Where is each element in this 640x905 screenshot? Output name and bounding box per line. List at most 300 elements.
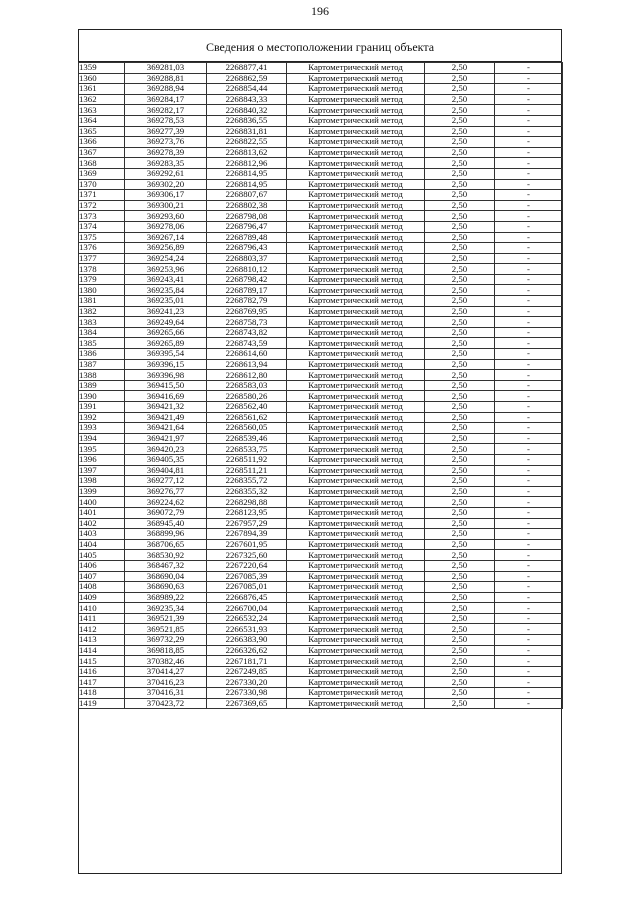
page-number: 196 <box>311 4 329 18</box>
point-number-cell: 1359 <box>79 63 125 74</box>
y-coordinate-cell: 2268836,55 <box>207 115 287 126</box>
x-coordinate-cell: 370423,72 <box>125 698 207 709</box>
x-coordinate-cell: 368690,04 <box>125 571 207 582</box>
method-cell: Картометрический метод <box>287 317 425 328</box>
point-number-cell: 1417 <box>79 677 125 688</box>
description-cell: - <box>495 592 563 603</box>
x-coordinate-cell: 369405,35 <box>125 454 207 465</box>
x-coordinate-cell: 369421,32 <box>125 402 207 413</box>
method-cell: Картометрический метод <box>287 243 425 254</box>
method-cell: Картометрический метод <box>287 688 425 699</box>
precision-cell: 2,50 <box>425 476 495 487</box>
y-coordinate-cell: 2267181,71 <box>207 656 287 667</box>
x-coordinate-cell: 369395,54 <box>125 349 207 360</box>
method-cell: Картометрический метод <box>287 698 425 709</box>
precision-cell: 2,50 <box>425 243 495 254</box>
x-coordinate-cell: 369278,39 <box>125 147 207 158</box>
method-cell: Картометрический метод <box>287 190 425 201</box>
point-number-cell: 1411 <box>79 613 125 624</box>
table-row <box>79 613 563 624</box>
table-row <box>79 486 563 497</box>
description-cell: - <box>495 635 563 646</box>
x-coordinate-cell: 369521,39 <box>125 613 207 624</box>
y-coordinate-cell: 2268814,95 <box>207 179 287 190</box>
table-row <box>79 423 563 434</box>
point-number-cell: 1393 <box>79 423 125 434</box>
table-row <box>79 571 563 582</box>
table-row <box>79 285 563 296</box>
table-row <box>79 221 563 232</box>
y-coordinate-cell: 2268561,62 <box>207 412 287 423</box>
precision-cell: 2,50 <box>425 94 495 105</box>
method-cell: Картометрический метод <box>287 380 425 391</box>
precision-cell: 2,50 <box>425 380 495 391</box>
precision-cell: 2,50 <box>425 73 495 84</box>
point-number-cell: 1419 <box>79 698 125 709</box>
table-row <box>79 115 563 126</box>
precision-cell: 2,50 <box>425 126 495 137</box>
method-cell: Картометрический метод <box>287 613 425 624</box>
description-cell: - <box>495 232 563 243</box>
y-coordinate-cell: 2268511,21 <box>207 465 287 476</box>
y-coordinate-cell: 2267249,85 <box>207 666 287 677</box>
precision-cell: 2,50 <box>425 200 495 211</box>
method-cell: Картометрический метод <box>287 433 425 444</box>
point-number-cell: 1360 <box>79 73 125 84</box>
point-number-cell: 1364 <box>79 115 125 126</box>
description-cell: - <box>495 454 563 465</box>
x-coordinate-cell: 369404,81 <box>125 465 207 476</box>
method-cell: Картометрический метод <box>287 73 425 84</box>
y-coordinate-cell: 2268614,60 <box>207 349 287 360</box>
table-row <box>79 296 563 307</box>
point-number-cell: 1363 <box>79 105 125 116</box>
x-coordinate-cell: 369278,53 <box>125 115 207 126</box>
x-coordinate-cell: 369265,66 <box>125 327 207 338</box>
y-coordinate-cell: 2267085,39 <box>207 571 287 582</box>
method-cell: Картометрический метод <box>287 592 425 603</box>
precision-cell: 2,50 <box>425 211 495 222</box>
x-coordinate-cell: 369421,64 <box>125 423 207 434</box>
table-row <box>79 105 563 116</box>
y-coordinate-cell: 2268511,92 <box>207 454 287 465</box>
point-number-cell: 1370 <box>79 179 125 190</box>
precision-cell: 2,50 <box>425 539 495 550</box>
x-coordinate-cell: 369256,89 <box>125 243 207 254</box>
precision-cell: 2,50 <box>425 529 495 540</box>
precision-cell: 2,50 <box>425 264 495 275</box>
precision-cell: 2,50 <box>425 115 495 126</box>
description-cell: - <box>495 486 563 497</box>
method-cell: Картометрический метод <box>287 497 425 508</box>
x-coordinate-cell: 368899,96 <box>125 529 207 540</box>
point-number-cell: 1394 <box>79 433 125 444</box>
description-cell: - <box>495 359 563 370</box>
precision-cell: 2,50 <box>425 688 495 699</box>
method-cell: Картометрический метод <box>287 666 425 677</box>
x-coordinate-cell: 369282,17 <box>125 105 207 116</box>
table-row <box>79 63 563 74</box>
table-row <box>79 507 563 518</box>
y-coordinate-cell: 2268123,95 <box>207 507 287 518</box>
precision-cell: 2,50 <box>425 677 495 688</box>
table-row <box>79 338 563 349</box>
table-row <box>79 126 563 137</box>
x-coordinate-cell: 369396,98 <box>125 370 207 381</box>
table-row <box>79 433 563 444</box>
x-coordinate-cell: 369293,60 <box>125 211 207 222</box>
y-coordinate-cell: 2268812,96 <box>207 158 287 169</box>
table-row <box>79 317 563 328</box>
table-row <box>79 677 563 688</box>
point-number-cell: 1408 <box>79 582 125 593</box>
point-number-cell: 1412 <box>79 624 125 635</box>
precision-cell: 2,50 <box>425 412 495 423</box>
x-coordinate-cell: 369818,85 <box>125 645 207 656</box>
description-cell: - <box>495 296 563 307</box>
method-cell: Картометрический метод <box>287 200 425 211</box>
table-row <box>79 359 563 370</box>
point-number-cell: 1413 <box>79 635 125 646</box>
point-number-cell: 1371 <box>79 190 125 201</box>
point-number-cell: 1415 <box>79 656 125 667</box>
table-row <box>79 539 563 550</box>
method-cell: Картометрический метод <box>287 274 425 285</box>
x-coordinate-cell: 368690,63 <box>125 582 207 593</box>
method-cell: Картометрический метод <box>287 560 425 571</box>
precision-cell: 2,50 <box>425 285 495 296</box>
description-cell: - <box>495 317 563 328</box>
description-cell: - <box>495 402 563 413</box>
y-coordinate-cell: 2268798,08 <box>207 211 287 222</box>
point-number-cell: 1366 <box>79 137 125 148</box>
y-coordinate-cell: 2268843,33 <box>207 94 287 105</box>
point-number-cell: 1406 <box>79 560 125 571</box>
method-cell: Картометрический метод <box>287 338 425 349</box>
description-cell: - <box>495 507 563 518</box>
x-coordinate-cell: 369235,34 <box>125 603 207 614</box>
x-coordinate-cell: 369416,69 <box>125 391 207 402</box>
description-cell: - <box>495 126 563 137</box>
point-number-cell: 1416 <box>79 666 125 677</box>
y-coordinate-cell: 2268789,48 <box>207 232 287 243</box>
table-row <box>79 84 563 95</box>
description-cell: - <box>495 433 563 444</box>
x-coordinate-cell: 369284,17 <box>125 94 207 105</box>
method-cell: Картометрический метод <box>287 285 425 296</box>
y-coordinate-cell: 2268782,79 <box>207 296 287 307</box>
precision-cell: 2,50 <box>425 550 495 561</box>
method-cell: Картометрический метод <box>287 221 425 232</box>
y-coordinate-cell: 2266532,24 <box>207 613 287 624</box>
description-cell: - <box>495 603 563 614</box>
point-number-cell: 1418 <box>79 688 125 699</box>
precision-cell: 2,50 <box>425 327 495 338</box>
point-number-cell: 1386 <box>79 349 125 360</box>
description-cell: - <box>495 465 563 476</box>
table-row <box>79 465 563 476</box>
table-row <box>79 666 563 677</box>
method-cell: Картометрический метод <box>287 444 425 455</box>
method-cell: Картометрический метод <box>287 84 425 95</box>
description-cell: - <box>495 274 563 285</box>
description-cell: - <box>495 94 563 105</box>
description-cell: - <box>495 550 563 561</box>
table-row <box>79 635 563 646</box>
description-cell: - <box>495 137 563 148</box>
method-cell: Картометрический метод <box>287 571 425 582</box>
precision-cell: 2,50 <box>425 84 495 95</box>
y-coordinate-cell: 2267325,60 <box>207 550 287 561</box>
x-coordinate-cell: 369277,12 <box>125 476 207 487</box>
point-number-cell: 1372 <box>79 200 125 211</box>
precision-cell: 2,50 <box>425 635 495 646</box>
method-cell: Картометрический метод <box>287 476 425 487</box>
method-cell: Картометрический метод <box>287 126 425 137</box>
point-number-cell: 1390 <box>79 391 125 402</box>
y-coordinate-cell: 2267330,20 <box>207 677 287 688</box>
precision-cell: 2,50 <box>425 698 495 709</box>
method-cell: Картометрический метод <box>287 168 425 179</box>
description-cell: - <box>495 613 563 624</box>
x-coordinate-cell: 369283,35 <box>125 158 207 169</box>
method-cell: Картометрический метод <box>287 94 425 105</box>
table-row <box>79 243 563 254</box>
precision-cell: 2,50 <box>425 444 495 455</box>
description-cell: - <box>495 190 563 201</box>
description-cell: - <box>495 444 563 455</box>
precision-cell: 2,50 <box>425 507 495 518</box>
y-coordinate-cell: 2268802,38 <box>207 200 287 211</box>
table-row <box>79 476 563 487</box>
y-coordinate-cell: 2266700,04 <box>207 603 287 614</box>
x-coordinate-cell: 369243,41 <box>125 274 207 285</box>
point-number-cell: 1378 <box>79 264 125 275</box>
precision-cell: 2,50 <box>425 645 495 656</box>
precision-cell: 2,50 <box>425 592 495 603</box>
point-number-cell: 1414 <box>79 645 125 656</box>
method-cell: Картометрический метод <box>287 359 425 370</box>
y-coordinate-cell: 2266876,45 <box>207 592 287 603</box>
x-coordinate-cell: 368945,40 <box>125 518 207 529</box>
y-coordinate-cell: 2268580,26 <box>207 391 287 402</box>
point-number-cell: 1404 <box>79 539 125 550</box>
point-number-cell: 1381 <box>79 296 125 307</box>
precision-cell: 2,50 <box>425 137 495 148</box>
x-coordinate-cell: 369235,01 <box>125 296 207 307</box>
description-cell: - <box>495 179 563 190</box>
y-coordinate-cell: 2268840,32 <box>207 105 287 116</box>
y-coordinate-cell: 2268877,41 <box>207 63 287 74</box>
point-number-cell: 1396 <box>79 454 125 465</box>
y-coordinate-cell: 2268854,44 <box>207 84 287 95</box>
y-coordinate-cell: 2267601,95 <box>207 539 287 550</box>
x-coordinate-cell: 369072,79 <box>125 507 207 518</box>
description-cell: - <box>495 63 563 74</box>
table-row <box>79 624 563 635</box>
method-cell: Картометрический метод <box>287 486 425 497</box>
x-coordinate-cell: 369277,39 <box>125 126 207 137</box>
y-coordinate-cell: 2268612,80 <box>207 370 287 381</box>
x-coordinate-cell: 369302,20 <box>125 179 207 190</box>
table-row <box>79 137 563 148</box>
coordinates-table-frame <box>78 29 562 874</box>
table-row <box>79 454 563 465</box>
coordinates-table-body <box>79 63 563 709</box>
point-number-cell: 1391 <box>79 402 125 413</box>
precision-cell: 2,50 <box>425 296 495 307</box>
description-cell: - <box>495 168 563 179</box>
precision-cell: 2,50 <box>425 624 495 635</box>
y-coordinate-cell: 2268769,95 <box>207 306 287 317</box>
x-coordinate-cell: 369421,97 <box>125 433 207 444</box>
precision-cell: 2,50 <box>425 486 495 497</box>
y-coordinate-cell: 2268810,12 <box>207 264 287 275</box>
y-coordinate-cell: 2268613,94 <box>207 359 287 370</box>
point-number-cell: 1383 <box>79 317 125 328</box>
x-coordinate-cell: 369300,21 <box>125 200 207 211</box>
y-coordinate-cell: 2268814,95 <box>207 168 287 179</box>
point-number-cell: 1384 <box>79 327 125 338</box>
point-number-cell: 1385 <box>79 338 125 349</box>
y-coordinate-cell: 2268355,72 <box>207 476 287 487</box>
point-number-cell: 1398 <box>79 476 125 487</box>
method-cell: Картометрический метод <box>287 211 425 222</box>
description-cell: - <box>495 624 563 635</box>
description-cell: - <box>495 571 563 582</box>
table-row <box>79 380 563 391</box>
description-cell: - <box>495 105 563 116</box>
description-cell: - <box>495 380 563 391</box>
point-number-cell: 1403 <box>79 529 125 540</box>
precision-cell: 2,50 <box>425 359 495 370</box>
table-row <box>79 688 563 699</box>
description-cell: - <box>495 221 563 232</box>
x-coordinate-cell: 368989,22 <box>125 592 207 603</box>
table-row <box>79 560 563 571</box>
x-coordinate-cell: 369421,49 <box>125 412 207 423</box>
description-cell: - <box>495 698 563 709</box>
x-coordinate-cell: 368706,65 <box>125 539 207 550</box>
x-coordinate-cell: 370416,23 <box>125 677 207 688</box>
y-coordinate-cell: 2268298,88 <box>207 497 287 508</box>
point-number-cell: 1365 <box>79 126 125 137</box>
description-cell: - <box>495 476 563 487</box>
y-coordinate-cell: 2268796,47 <box>207 221 287 232</box>
y-coordinate-cell: 2267220,64 <box>207 560 287 571</box>
x-coordinate-cell: 369267,14 <box>125 232 207 243</box>
table-row <box>79 94 563 105</box>
precision-cell: 2,50 <box>425 433 495 444</box>
description-cell: - <box>495 391 563 402</box>
description-cell: - <box>495 518 563 529</box>
table-row <box>79 73 563 84</box>
description-cell: - <box>495 497 563 508</box>
description-cell: - <box>495 84 563 95</box>
y-coordinate-cell: 2268560,05 <box>207 423 287 434</box>
description-cell: - <box>495 285 563 296</box>
description-cell: - <box>495 73 563 84</box>
point-number-cell: 1409 <box>79 592 125 603</box>
table-row <box>79 306 563 317</box>
method-cell: Картометрический метод <box>287 370 425 381</box>
description-cell: - <box>495 158 563 169</box>
precision-cell: 2,50 <box>425 571 495 582</box>
point-number-cell: 1400 <box>79 497 125 508</box>
description-cell: - <box>495 645 563 656</box>
y-coordinate-cell: 2268743,82 <box>207 327 287 338</box>
point-number-cell: 1387 <box>79 359 125 370</box>
table-row <box>79 211 563 222</box>
description-cell: - <box>495 539 563 550</box>
precision-cell: 2,50 <box>425 105 495 116</box>
method-cell: Картометрический метод <box>287 63 425 74</box>
method-cell: Картометрический метод <box>287 423 425 434</box>
point-number-cell: 1375 <box>79 232 125 243</box>
point-number-cell: 1392 <box>79 412 125 423</box>
table-row <box>79 656 563 667</box>
method-cell: Картометрический метод <box>287 635 425 646</box>
description-cell: - <box>495 529 563 540</box>
table-row <box>79 253 563 264</box>
method-cell: Картометрический метод <box>287 179 425 190</box>
y-coordinate-cell: 2268533,75 <box>207 444 287 455</box>
x-coordinate-cell: 369241,23 <box>125 306 207 317</box>
point-number-cell: 1368 <box>79 158 125 169</box>
precision-cell: 2,50 <box>425 518 495 529</box>
x-coordinate-cell: 369253,96 <box>125 264 207 275</box>
method-cell: Картометрический метод <box>287 137 425 148</box>
y-coordinate-cell: 2267894,39 <box>207 529 287 540</box>
precision-cell: 2,50 <box>425 274 495 285</box>
precision-cell: 2,50 <box>425 656 495 667</box>
x-coordinate-cell: 369281,03 <box>125 63 207 74</box>
x-coordinate-cell: 369420,23 <box>125 444 207 455</box>
method-cell: Картометрический метод <box>287 296 425 307</box>
precision-cell: 2,50 <box>425 317 495 328</box>
precision-cell: 2,50 <box>425 391 495 402</box>
point-number-cell: 1402 <box>79 518 125 529</box>
precision-cell: 2,50 <box>425 179 495 190</box>
y-coordinate-cell: 2268803,37 <box>207 253 287 264</box>
description-cell: - <box>495 349 563 360</box>
y-coordinate-cell: 2268539,46 <box>207 433 287 444</box>
point-number-cell: 1374 <box>79 221 125 232</box>
precision-cell: 2,50 <box>425 560 495 571</box>
x-coordinate-cell: 369273,76 <box>125 137 207 148</box>
precision-cell: 2,50 <box>425 613 495 624</box>
coordinates-table <box>78 62 563 709</box>
table-row <box>79 168 563 179</box>
precision-cell: 2,50 <box>425 666 495 677</box>
description-cell: - <box>495 253 563 264</box>
table-row <box>79 444 563 455</box>
point-number-cell: 1405 <box>79 550 125 561</box>
x-coordinate-cell: 370382,46 <box>125 656 207 667</box>
y-coordinate-cell: 2268758,73 <box>207 317 287 328</box>
description-cell: - <box>495 211 563 222</box>
precision-cell: 2,50 <box>425 63 495 74</box>
precision-cell: 2,50 <box>425 497 495 508</box>
table-row <box>79 327 563 338</box>
y-coordinate-cell: 2268822,55 <box>207 137 287 148</box>
table-row <box>79 412 563 423</box>
description-cell: - <box>495 243 563 254</box>
method-cell: Картометрический метод <box>287 264 425 275</box>
point-number-cell: 1397 <box>79 465 125 476</box>
point-number-cell: 1377 <box>79 253 125 264</box>
description-cell: - <box>495 338 563 349</box>
